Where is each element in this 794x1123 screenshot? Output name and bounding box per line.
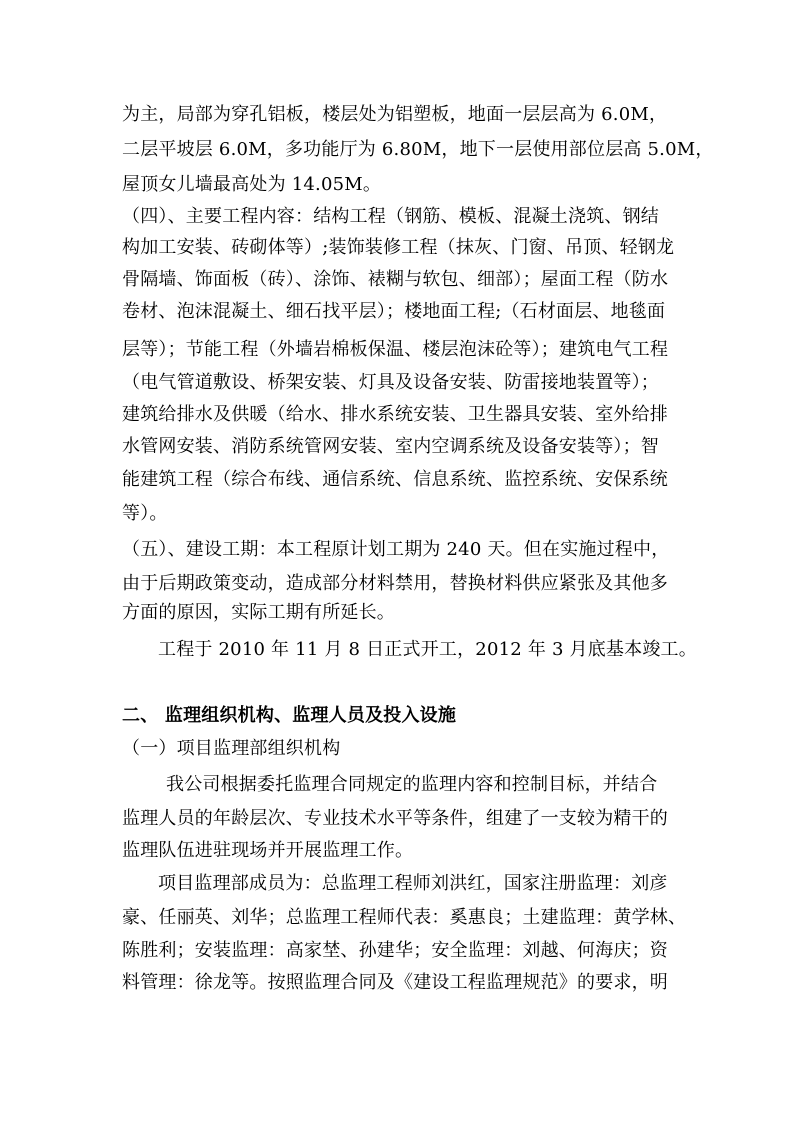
paragraph-line: 层等）；节能工程（外墙岩棉板保温、楼层泡沫砼等）；建筑电气工程 [122, 339, 669, 360]
paragraph-line: 工程于 2010 年 11 月 8 日正式开工，2012 年 3 月底基本竣工。 [158, 639, 697, 660]
paragraph-line: （电气管道敷设、桥架安装、灯具及设备安装、防雷接地装置等）； [122, 372, 659, 393]
paragraph-line: 项目监理部成员为：总监理工程师刘洪红，国家注册监理：刘彦 [158, 873, 668, 894]
paragraph-line: 建筑给排水及供暖（给水、排水系统安装、卫生器具安装、室外给排 [122, 404, 668, 425]
paragraph-line: 二层平坡层 6.0M，多功能厅为 6.80M，地下一层使用部位层高 5.0M， [122, 139, 714, 160]
paragraph-line: 为主，局部为穿孔铝板，楼层处为铝塑板，地面一层层高为 6.0M， [122, 104, 668, 125]
paragraph-line: 豪、任丽英、刘华；总监理工程师代表：奚惠良；土建监理：黄学林、 [122, 907, 687, 928]
paragraph-line: 等）。 [122, 503, 168, 524]
paragraph-line: 卷材、泡沫混凝土、细石找平层）；楼地面工程;（石材面层、地毯面 [122, 301, 666, 322]
paragraph-line: 骨隔墙、饰面板（砖）、涂饰、裱糊与软包、细部）；屋面工程（防水 [122, 269, 669, 290]
paragraph-line: 构加工安装、砖砌体等）;装饰装修工程（抹灰、门窗、吊顶、轻钢龙 [122, 237, 675, 258]
paragraph-line: 料管理：徐龙等。按照监理合同及《建设工程监理规范》的要求，明 [122, 972, 668, 993]
paragraph-line: 陈胜利；安装监理：高家埜、孙建华；安全监理：刘越、何海庆；资 [122, 940, 668, 961]
paragraph-line: 监理队伍进驻现场并开展监理工作。 [122, 840, 414, 861]
paragraph-line: 监理人员的年龄层次、专业技术水平等条件，组建了一支较为精干的 [122, 808, 668, 829]
section-4-line: （四）、主要工程内容：结构工程（钢筋、模板、混凝土浇筑、钢结 [122, 206, 659, 227]
section-heading: 二、 监理组织机构、监理人员及投入设施 [122, 705, 457, 726]
paragraph-line: 屋顶女儿墙最高处为 14.05M。 [122, 174, 382, 195]
paragraph-line: 水管网安装、消防系统管网安装、室内空调系统及设备安装等）；智 [122, 436, 659, 457]
section-5-line: （五）、建设工期：本工程原计划工期为 240 天。但在实施过程中， [122, 539, 670, 560]
paragraph-line: 我公司根据委托监理合同规定的监理内容和控制目标，并结合 [166, 774, 658, 795]
paragraph-line: 能建筑工程（综合布线、通信系统、信息系统、监控系统、安保系统 [122, 469, 668, 490]
subsection-heading: （一）项目监理部组织机构 [122, 738, 341, 759]
paragraph-line: 方面的原因，实际工期有所延长。 [122, 602, 395, 623]
paragraph-line: 由于后期政策变动，造成部分材料禁用，替换材料供应紧张及其他多 [122, 573, 668, 594]
